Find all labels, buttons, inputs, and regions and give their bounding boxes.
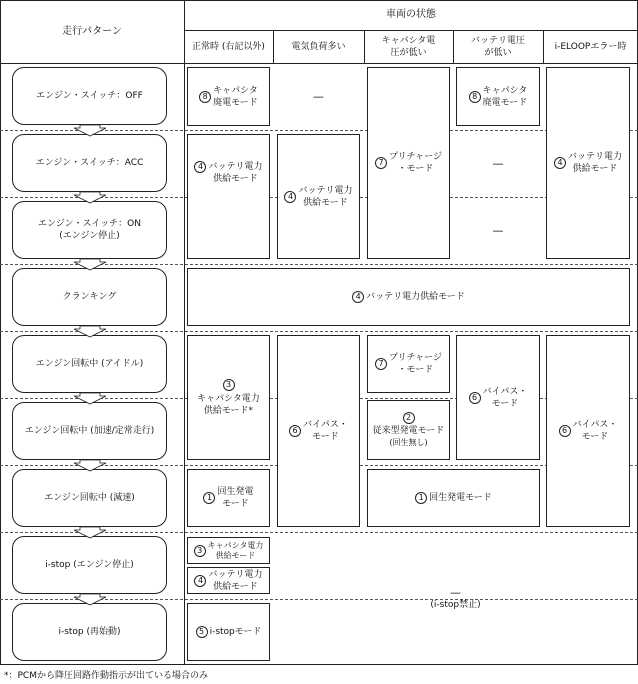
mode-number-6: 6: [289, 425, 301, 437]
mode-number-3: 3: [194, 545, 206, 557]
mode-precharge-idle: 7 プリチャージ ・モード: [367, 335, 450, 393]
mode-number-4: 4: [554, 157, 566, 169]
state-istop-stop: i-stop (エンジン停止): [12, 536, 167, 594]
mode-istop-restart: 5 i-stopモード: [187, 603, 270, 661]
istop-prohibited: — (i-stop禁止): [430, 586, 481, 610]
state-acceleration: エンジン回転中 (加速/定常走行): [12, 402, 167, 460]
state-idle: エンジン回転中 (アイドル): [12, 335, 167, 393]
mode-precharge-startup: 7 プリチャージ ・モード: [367, 67, 450, 259]
down-arrow-icon: [74, 125, 106, 136]
mode-capacitor-discharge-battery-low: 8 キャパシタ 廃電モード: [456, 67, 540, 126]
mode-conventional-generation: 2 従来型発電モード (回生無し): [367, 400, 450, 460]
mode-number-1: 1: [415, 492, 427, 504]
mode-regen-span: 1 回生発電モード: [367, 469, 540, 527]
down-arrow-icon: [74, 192, 106, 203]
down-arrow-icon: [74, 527, 106, 538]
mode-number-6: 6: [559, 425, 571, 437]
mode-number-1: 1: [203, 492, 215, 504]
mode-battery-supply-high-load: 4 バッテリ電力 供給モード: [277, 134, 360, 259]
mode-bypass-high-load: 6 バイパス・ モード: [277, 335, 360, 527]
mode-capacitor-supply-normal: 3 キャパシタ電力 供給モード*: [187, 335, 270, 460]
down-arrow-icon: [74, 594, 106, 605]
state-deceleration: エンジン回転中 (減速): [12, 469, 167, 527]
mode-battery-supply-normal: 4 バッテリ電力 供給モード: [187, 134, 270, 259]
mode-capacitor-supply-istop: 3 キャパシタ電力 供給モード: [187, 537, 270, 564]
dash-battery-low-acc: —: [492, 157, 504, 170]
mode-number-4: 4: [194, 575, 206, 587]
mode-number-7: 7: [375, 157, 387, 169]
footnote: *：PCMから降圧回路作動指示が出ている場合のみ: [4, 671, 208, 681]
down-arrow-icon: [74, 393, 106, 404]
column-capacitor-low: キャパシタ電圧が低い: [381, 35, 436, 58]
state-cranking: クランキング: [12, 268, 167, 326]
state-ignition-acc: エンジン・スイッチ：ACC: [12, 134, 167, 192]
header-drive-pattern: 走行パターン: [62, 25, 122, 37]
mode-battery-supply-istop: 4 バッテリ電力 供給モード: [187, 567, 270, 594]
mode-number-4: 4: [284, 191, 296, 203]
mode-regen-normal: 1 回生発電 モード: [187, 469, 270, 527]
header-vehicle-state: 車両の状態: [386, 9, 436, 20]
dash-high-load-off: —: [313, 90, 324, 103]
mode-battery-supply-cranking: 4 バッテリ電力供給モード: [187, 268, 630, 326]
column-high-load: 電気負荷多い: [291, 41, 346, 52]
mode-number-4: 4: [194, 161, 206, 173]
down-arrow-icon: [74, 326, 106, 337]
mode-capacitor-discharge-normal: 8 キャパシタ 廃電モード: [187, 67, 270, 126]
column-ieloop-error: i-ELOOPエラー時: [554, 41, 627, 52]
mode-number-5: 5: [196, 626, 208, 638]
mode-number-2: 2: [403, 412, 415, 424]
state-ignition-on: エンジン・スイッチ：ON (エンジン停止): [12, 201, 167, 259]
mode-number-4: 4: [352, 291, 364, 303]
mode-number-6: 6: [469, 392, 481, 404]
down-arrow-icon: [74, 259, 106, 270]
column-battery-low: バッテリ電圧が低い: [471, 35, 526, 58]
column-normal: 正常時 (右記以外): [192, 41, 265, 52]
dash-battery-low-on: —: [492, 224, 504, 237]
mode-number-3: 3: [223, 379, 235, 391]
state-ignition-off: エンジン・スイッチ：OFF: [12, 67, 167, 125]
state-istop-restart: i-stop (再始動): [12, 603, 167, 661]
flow-arrows: [0, 0, 184, 665]
mode-bypass-error: 6 バイパス・ モード: [546, 335, 630, 527]
mode-number-8: 8: [199, 91, 211, 103]
mode-battery-supply-error: 4 バッテリ電力 供給モード: [546, 67, 630, 259]
mode-bypass-battery-low: 6 バイパス・ モード: [456, 335, 540, 460]
mode-number-7: 7: [375, 358, 387, 370]
down-arrow-icon: [74, 460, 106, 471]
mode-number-8: 8: [469, 91, 481, 103]
